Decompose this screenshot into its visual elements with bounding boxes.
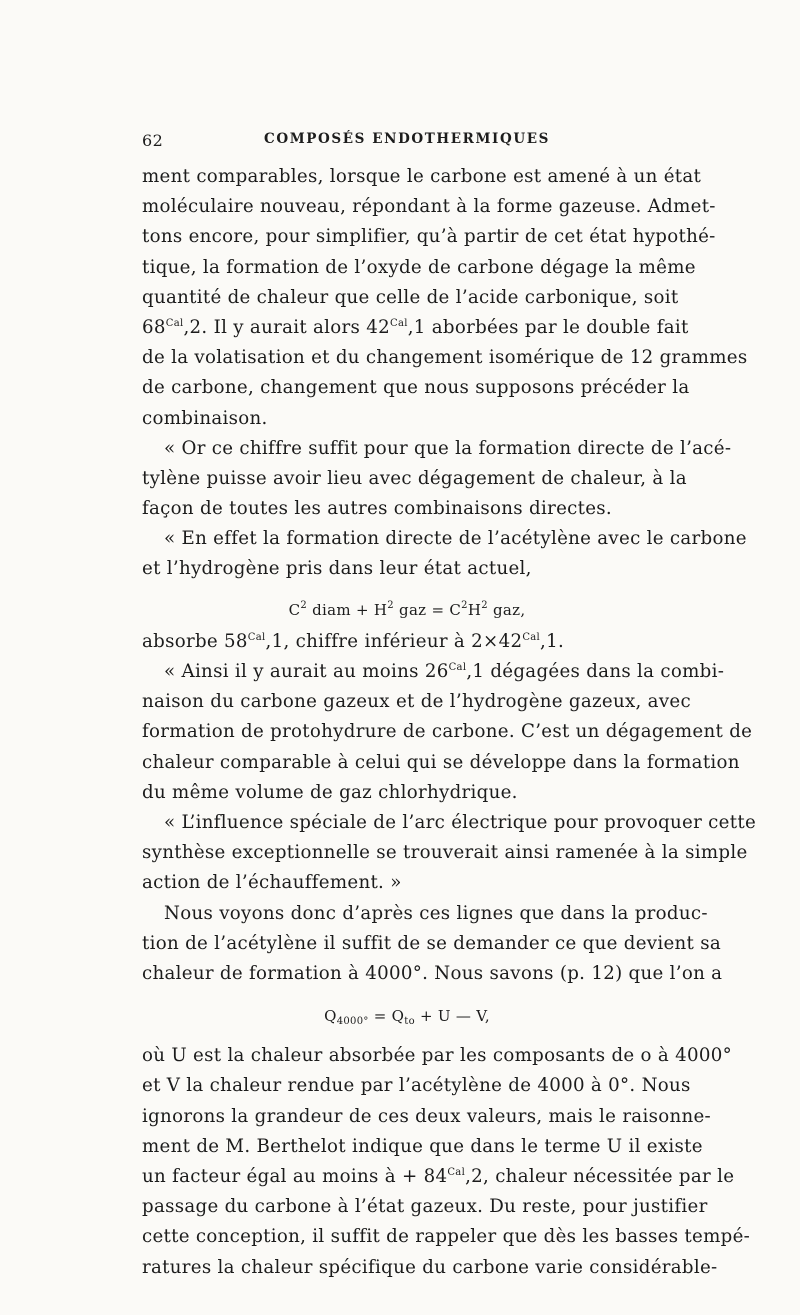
text-line xyxy=(142,1162,735,1192)
text-line: de carbone, changement que nous supposons précéder la xyxy=(142,377,690,399)
text-fragment: ,1, chiffre inférieur à 2×42 xyxy=(265,630,523,652)
text-line: naison du carbone gazeux et de l’hydrogène gazeux, avec xyxy=(142,691,691,713)
formula-heat xyxy=(142,1001,672,1031)
text-line: « En effet la formation directe de l’acétylène avec le carbone xyxy=(164,528,747,550)
text-line: quantité de chaleur que celle de l’acide carbonique, soit xyxy=(142,286,679,308)
text-line: chaleur comparable à celui qui se développe dans la formation xyxy=(142,751,740,773)
text-line: action de l’échauffement. » xyxy=(142,872,402,894)
unit-superscript: Cal xyxy=(522,631,541,643)
text-fragment: absorbe 58 xyxy=(142,630,248,652)
text-line: formation de protohydrure de carbone. C’est un dégagement de xyxy=(142,721,753,743)
text-line: et V la chaleur rendue par l’acétylène de 4000 à 0°. Nous xyxy=(142,1075,691,1097)
unit-superscript: Cal xyxy=(447,1167,466,1178)
text-line: combinaison. xyxy=(142,407,268,429)
formula-superscript: 2 xyxy=(300,599,308,611)
text-fragment: ,1. xyxy=(540,630,565,652)
formula-part: gaz, xyxy=(487,600,526,619)
text-line: cette conception, il suffit de rappeler que dès les basses tempé- xyxy=(142,1226,751,1248)
text-line: passage du carbone à l’état gazeux. Du reste, pour justifier xyxy=(142,1196,708,1218)
formula-subscript: to xyxy=(404,1016,415,1028)
formula-part: Q xyxy=(324,1007,337,1026)
text-line: moléculaire nouveau, répondant à la forme gazeuse. Admet- xyxy=(142,196,716,218)
text-line: et l’hydrogène pris dans leur état actuel, xyxy=(142,558,532,580)
text-line: tique, la formation de l’oxyde de carbone dégage la même xyxy=(142,256,696,278)
text-fragment: ,1 aborbées par le double fait xyxy=(407,316,689,338)
text-line: synthèse exceptionnelle se trouverait ainsi ramenée à la simple xyxy=(142,842,748,864)
text-fragment: « Ainsi il y aurait au moins 26 xyxy=(164,661,449,682)
formula-superscript: 2 xyxy=(387,599,394,611)
text-line: tion de l’acétylène il suffit de se demander ce que devient sa xyxy=(142,932,722,954)
text-line: ratures la chaleur spécifique du carbone varie considérable- xyxy=(142,1256,718,1278)
text-fragment: 42 xyxy=(366,316,390,338)
text-line: façon de toutes les autres combinaisons directes. xyxy=(142,498,612,520)
text-fragment: un facteur égal au moins à + 84 xyxy=(142,1166,448,1187)
formula-superscript: 2 xyxy=(481,599,488,611)
text-line xyxy=(142,627,672,657)
page-number: 62 xyxy=(142,131,164,150)
formula-part: diam + H xyxy=(307,600,388,619)
text-line: où U est la chaleur absorbée par les composants de o à 4000° xyxy=(142,1045,732,1067)
text-line: Nous voyons donc d’après ces lignes que dans la produc- xyxy=(164,902,708,924)
text-line: ment de M. Berthelot indique que dans le terme U il existe xyxy=(142,1135,703,1157)
formula-subscript: 4000° xyxy=(336,1016,369,1028)
text-line: du même volume de gaz chlorhydrique. xyxy=(142,781,518,803)
formula-part: + U — V, xyxy=(414,1007,490,1026)
unit-superscript: Cal xyxy=(390,317,408,329)
text-fragment: ,2. Il y aurait alors xyxy=(183,316,367,338)
text-line: tons encore, pour simplifier, qu’à partir de cet état hypothé- xyxy=(142,226,716,248)
body-text xyxy=(142,162,757,1283)
formula-part: gaz = C xyxy=(393,600,462,619)
text-line: de la volatisation et du changement isomérique de 12 grammes xyxy=(142,347,748,369)
text-line xyxy=(142,657,725,687)
text-fragment: 68 xyxy=(142,316,166,338)
text-line: tylène puisse avoir lieu avec dégagement de chaleur, à la xyxy=(142,467,687,489)
unit-superscript: Cal xyxy=(165,317,184,329)
text-line: ignorons la grandeur de ces deux valeurs, mais le raisonne- xyxy=(142,1105,711,1127)
formula-part: H xyxy=(467,600,482,619)
formula-superscript: 2 xyxy=(461,599,468,611)
text-line: « L’influence spéciale de l’arc électrique pour provoquer cette xyxy=(164,811,757,833)
text-line: « Or ce chiffre suffit pour que la formation directe de l’acé- xyxy=(164,437,732,459)
text-line: chaleur de formation à 4000°. Nous savons (p. 12) que l’on a xyxy=(142,962,723,984)
formula-acetylene xyxy=(142,595,672,625)
running-head: COMPOSÉS ENDOTHERMIQUES xyxy=(264,131,550,147)
text-fragment: ,2, chaleur nécessitée par le xyxy=(465,1166,735,1187)
page-header xyxy=(142,131,672,155)
text-line: ment comparables, lorsque le carbone est amené à un état xyxy=(142,166,702,187)
formula-part: = Q xyxy=(368,1007,405,1026)
text-line xyxy=(142,313,689,343)
unit-superscript: Cal xyxy=(247,631,266,643)
formula-part: C xyxy=(288,600,301,619)
unit-superscript: Cal xyxy=(448,662,467,673)
text-fragment: ,1 dégagées dans la combi- xyxy=(466,661,725,682)
